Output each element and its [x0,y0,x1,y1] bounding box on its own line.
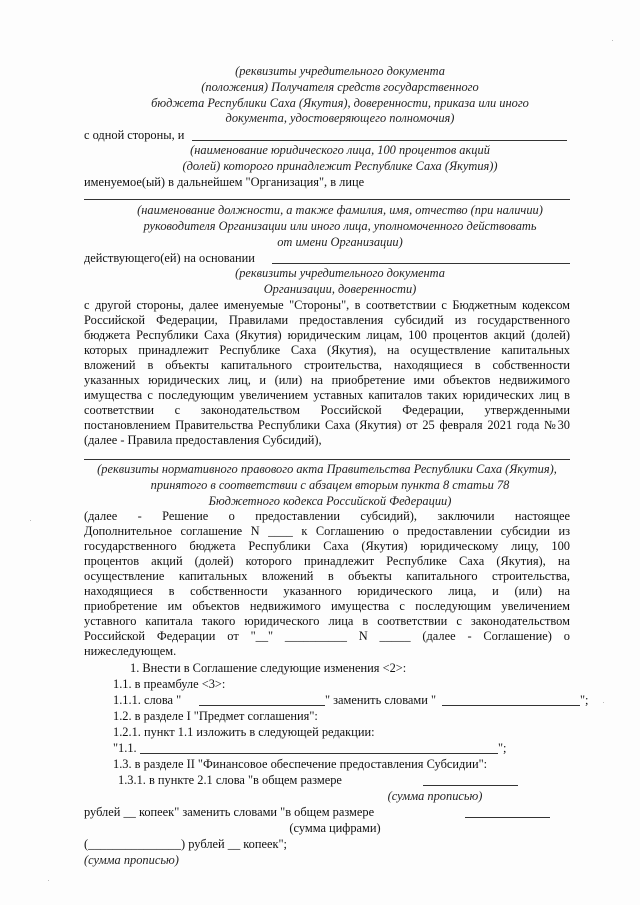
item-1-1-new-suffix: "; [498,741,507,755]
note-normative-act-2: принятого в соответствии с абзацем вторым пункта 8 статьи 78 [150,478,510,492]
new-amount-blank [465,817,550,818]
preamble-line-7: имущества с последующим увеличением уставных капиталов таких юридических лиц в [84,388,570,402]
note-position-3: от имени Организации) [277,235,403,249]
note-amount-digits: (сумма цифрами) [289,821,381,835]
new-words-blank [442,705,580,706]
note-amount-words-1: (сумма прописью) [387,789,483,803]
rubles-kopecks-line: рублей __ копеек" заменить словами "в общем размере [84,805,375,819]
note-founding-doc-4: документа, удостоверяющего полномочия) [225,111,455,125]
note-founding-doc-3: бюджета Республики Саха (Якутия), доверенности, приказа или иного [151,96,529,110]
preamble-line-9: постановлением Правительства Республики Саха (Якутия) от 25 февраля 2021 года №30 [84,418,570,432]
note-org-docs-2: Организации, доверенности) [263,282,417,296]
note-normative-act-1: (реквизиты нормативного правового акта Правительства Республики Саха (Якутия), [97,462,557,476]
agreement-line-1: (далее - Решение о предоставлении субсидий), заключили настоящее [84,509,570,523]
agreement-line-5: осуществление капитальных вложений в объекты капитального строительства, [84,569,570,583]
preamble-line-4: которых принадлежит Республике Саха (Якутия), на осуществление капитальных [84,343,570,357]
preamble-line-3: бюджета Республики Саха (Якутия) юридическим лицам, 100 процентов акций (долей) [84,328,570,342]
note-amount-words-2: (сумма прописью) [84,853,179,867]
note-normative-act-3: Бюджетного кодекса Российской Федерации) [208,494,452,508]
agreement-line-2: Дополнительное соглашение N ____ к Соглашению о предоставлении субсидии из [84,524,570,538]
preamble-line-10: (далее - Правила предоставления Субсидий), [84,433,322,447]
preamble-line-6: указанных юридических лиц, и (или) на приобретение ими объектов недвижимого [84,373,570,387]
note-legal-entity-2: (долей) которого принадлежит Республике Саха (Якутия)) [182,159,498,173]
normative-act-blank [84,459,570,460]
referred-as-organization: именуемое(ый) в дальнейшем "Организация", в лице [84,175,365,189]
agreement-line-3: государственного бюджета Республики Саха (Якутия) юридическому лицу, 100 [84,539,570,553]
preamble-line-2: Российской Федерации, Правилами предоставления субсидий из государственного [84,313,570,327]
item-1-1-1-suffix: "; [580,693,589,707]
item-1-1-new-prefix: "1.1. [113,741,137,755]
amount-words-blank [423,785,518,786]
item-1-1-1-middle: " заменить словами " [325,693,437,707]
new-wording-blank [140,753,498,754]
item-1-3: 1.3. в разделе II "Финансовое обеспечение предоставления Субсидии": [113,757,488,771]
old-words-blank [199,705,325,706]
note-position-2: руководителя Организации или иного лица, уполномоченного действовать [143,219,537,233]
preamble-line-5: вложений в объекты капитального строительства, находящиеся в собственности [84,358,570,372]
first-party-intro: с одной стороны, и [84,128,185,142]
agreement-line-4: процентов акций (долей) которого принадлежит Республике Саха (Якутия), на [84,554,570,568]
item-1-3-1: 1.3.1. в пункте 2.1 слова "в общем размере [118,773,342,787]
note-position-1: (наименование должности, а также фамилия, имя, отчество (при наличии) [137,203,543,217]
preamble-line-8: соответствии с законодательством Российской Федерации, утвержденными [84,403,570,417]
acting-on-basis: действующего(ей) на основании [84,251,255,265]
item-1: 1. Внести в Соглашение следующие изменения <2>: [130,661,407,675]
note-founding-doc-1: (реквизиты учредительного документа [235,64,445,78]
agreement-line-7: приобретение им объектов недвижимого имущества с последующим увеличением [84,599,570,613]
agreement-line-8: уставного капитала такого юридического лица в соответствии с законодательством [84,614,570,628]
item-1-2-1: 1.2.1. пункт 1.1 изложить в следующей редакции: [113,725,375,739]
agreement-line-6: находящиеся в собственности указанного юридического лица, и (или) на [84,584,570,598]
item-1-1: 1.1. в преамбуле <3>: [113,677,226,691]
item-1-1-1-prefix: 1.1.1. слова " [113,693,182,707]
note-founding-doc-2: (положения) Получателя средств государственного [201,80,479,94]
basis-blank [272,263,570,264]
first-party-blank [192,140,567,141]
item-1-2: 1.2. в разделе I "Предмет соглашения": [113,709,318,723]
preamble-line-1: с другой стороны, далее именуемые "Стороны", в соответствии с Бюджетным кодексом [84,298,570,312]
agreement-line-9: Российской Федерации от "__" __________ N _____ (далее - Соглашение) о [84,629,570,643]
agreement-line-10: нижеследующем. [84,644,177,658]
note-org-docs-1: (реквизиты учредительного документа [235,266,445,280]
amount-digits-line: (_______________) рублей __ копеек"; [84,837,287,851]
representative-blank [84,199,570,200]
note-legal-entity-1: (наименование юридического лица, 100 процентов акций [190,143,490,157]
